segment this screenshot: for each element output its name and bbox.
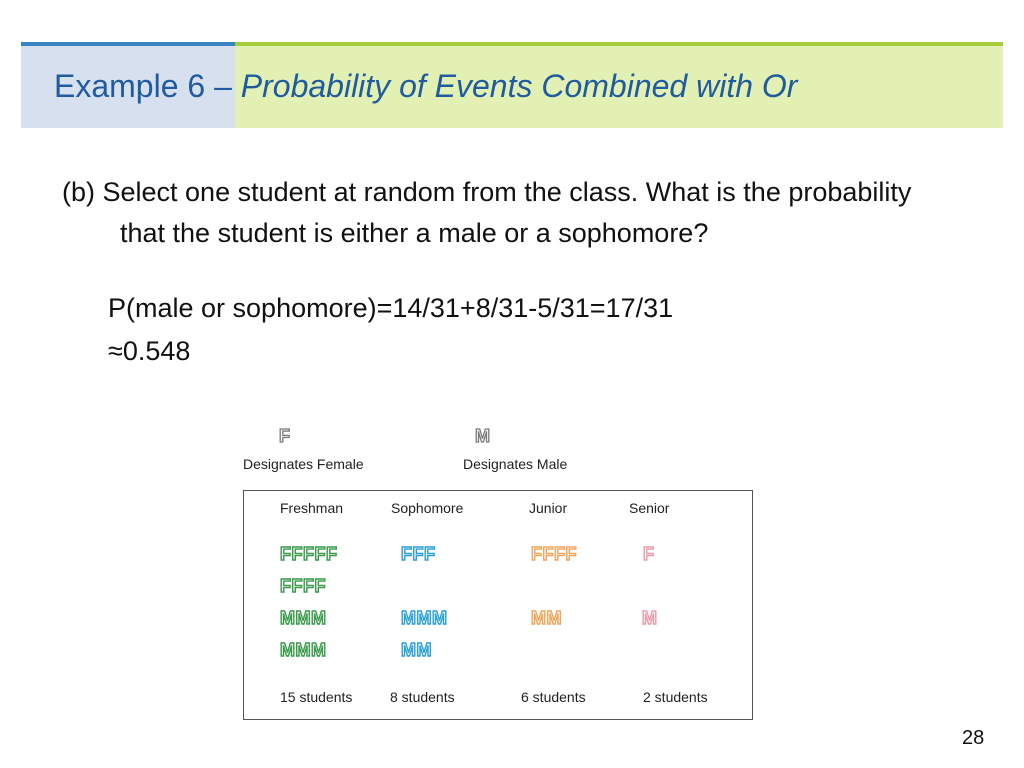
freshman-female-row-1: FFFFF	[280, 544, 338, 564]
formula-line-1: P(male or sophomore)=14/31+8/31-5/31=17/31	[108, 293, 674, 323]
slide-number: 28	[962, 727, 985, 749]
sophomore-female-row-1: FFF	[401, 544, 436, 564]
female-legend-label: Designates Female	[243, 456, 364, 472]
column-header-freshman: Freshman	[280, 500, 344, 516]
title-prefix: Example 6 –	[54, 68, 241, 104]
sophomore-count: 8 students	[390, 689, 455, 705]
title-band	[21, 42, 1003, 128]
sophomore-male-row-1: MMM	[401, 608, 448, 628]
freshman-male-row-1: MMM	[280, 608, 327, 628]
male-legend-label: Designates Male	[463, 456, 568, 472]
formula-line-2: ≈0.548	[108, 336, 191, 366]
sophomore-male-row-2: MM	[401, 640, 432, 660]
male-legend-icon: M	[475, 426, 490, 446]
senior-count: 2 students	[643, 689, 708, 705]
freshman-count: 15 students	[280, 689, 353, 705]
slide-title	[54, 68, 797, 105]
column-header-sophomore: Sophomore	[391, 500, 464, 516]
female-legend-icon: F	[279, 426, 290, 446]
junior-female-row-1: FFFF	[531, 544, 577, 564]
question-text: (b) Select one student at random from the class. What is the probability that the student is either a male or a sophomore?	[62, 177, 912, 248]
freshman-female-row-2: FFFF	[280, 576, 326, 596]
title-italic: Probability of Events Combined with Or	[240, 68, 798, 104]
class-table-box	[243, 490, 753, 720]
senior-male-row-1: M	[642, 608, 658, 628]
junior-count: 6 students	[521, 689, 586, 705]
question-block	[62, 172, 942, 254]
senior-female-row-1: F	[643, 544, 655, 564]
junior-male-row-1: MM	[531, 608, 562, 628]
column-header-junior: Junior	[529, 500, 568, 516]
column-header-senior: Senior	[629, 500, 670, 516]
freshman-male-row-2: MMM	[280, 640, 327, 660]
